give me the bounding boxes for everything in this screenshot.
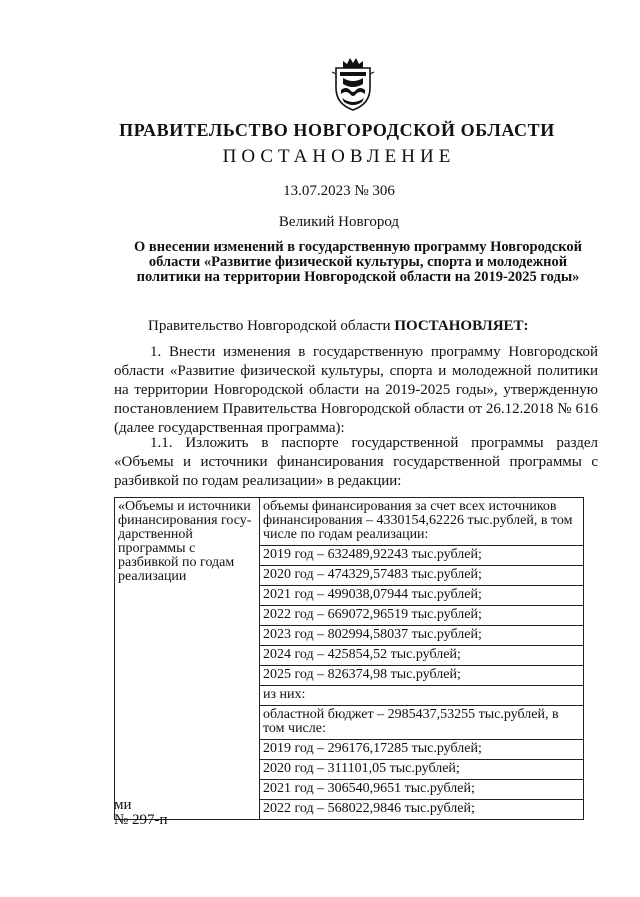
table-cell: 2021 год – 306540,9651 тыс.рублей; bbox=[260, 780, 584, 800]
table-cell: 2020 год – 311101,05 тыс.рублей; bbox=[260, 760, 584, 780]
table-cell: 2022 год – 568022,9846 тыс.рублей; bbox=[260, 800, 584, 820]
document-subject bbox=[118, 240, 598, 285]
financing-table bbox=[114, 497, 584, 820]
table-cell: из них: bbox=[260, 686, 584, 706]
table-left-cell: «Объемы и источники финансирования госу-дарственной программы с разбивкой по годам реализации bbox=[115, 498, 260, 820]
subject-line: О внесении изменений в государственную программу Новгородской bbox=[134, 239, 582, 255]
resolves-prefix: Правительство Новгородской области bbox=[148, 318, 391, 334]
city: Великий Новгород bbox=[278, 214, 400, 230]
table-cell: 2024 год – 425854,52 тыс.рублей; bbox=[260, 646, 584, 666]
table-cell: 2023 год – 802994,58037 тыс.рублей; bbox=[260, 626, 584, 646]
resolves-keyword: ПОСТАНОВЛЯЕТ: bbox=[394, 318, 529, 334]
resolves-line bbox=[148, 318, 529, 335]
subject-line: области «Развитие физической культуры, спорта и молодежной bbox=[148, 254, 568, 270]
table-cell: 2019 год – 296176,17285 тыс.рублей; bbox=[260, 740, 584, 760]
novgorod-coat-of-arms-icon bbox=[328, 54, 378, 112]
footer-initials: ми bbox=[114, 797, 132, 813]
table-cell: областной бюджет – 2985437,53255 тыс.рублей, в том числе: bbox=[260, 706, 584, 740]
table-cell: 2019 год – 632489,92243 тыс.рублей; bbox=[260, 546, 584, 566]
table-cell: 2020 год – 474329,57483 тыс.рублей; bbox=[260, 566, 584, 586]
document-type: ПОСТАНОВЛЕНИЕ bbox=[222, 146, 456, 167]
subject-line: политики на территории Новгородской области на 2019-2025 годы» bbox=[136, 269, 580, 285]
footer-number: № 297-п bbox=[114, 812, 168, 828]
paragraph-1: 1. Внести изменения в государственную программу Новгородской области «Развитие физической культуры, спорта и молодежной политики на территории Новгородской области на 2019-2025 годы», утвержденную постановлением Правительства Новгородской области от 26.12.2018 № 616 (далее государственная программа): bbox=[114, 344, 598, 436]
document-footer bbox=[114, 798, 168, 828]
government-title: ПРАВИТЕЛЬСТВО НОВГОРОДСКОЙ ОБЛАСТИ bbox=[119, 120, 555, 140]
table-cell: 2021 год – 499038,07944 тыс.рублей; bbox=[260, 586, 584, 606]
table-cell: 2025 год – 826374,98 тыс.рублей; bbox=[260, 666, 584, 686]
paragraph-1-1: 1.1. Изложить в паспорте государственной программы раздел «Объемы и источники финансирования государственной программы с разбивкой по годам реализации» в редакции: bbox=[114, 435, 598, 489]
table-cell: объемы финансирования за счет всех источников финансирования – 4330154,62226 тыс.рублей, в том числе по годам реализации: bbox=[260, 498, 584, 546]
table-row bbox=[115, 498, 584, 546]
table-cell: 2022 год – 669072,96519 тыс.рублей; bbox=[260, 606, 584, 626]
date-and-number: 13.07.2023 № 306 bbox=[283, 183, 395, 199]
